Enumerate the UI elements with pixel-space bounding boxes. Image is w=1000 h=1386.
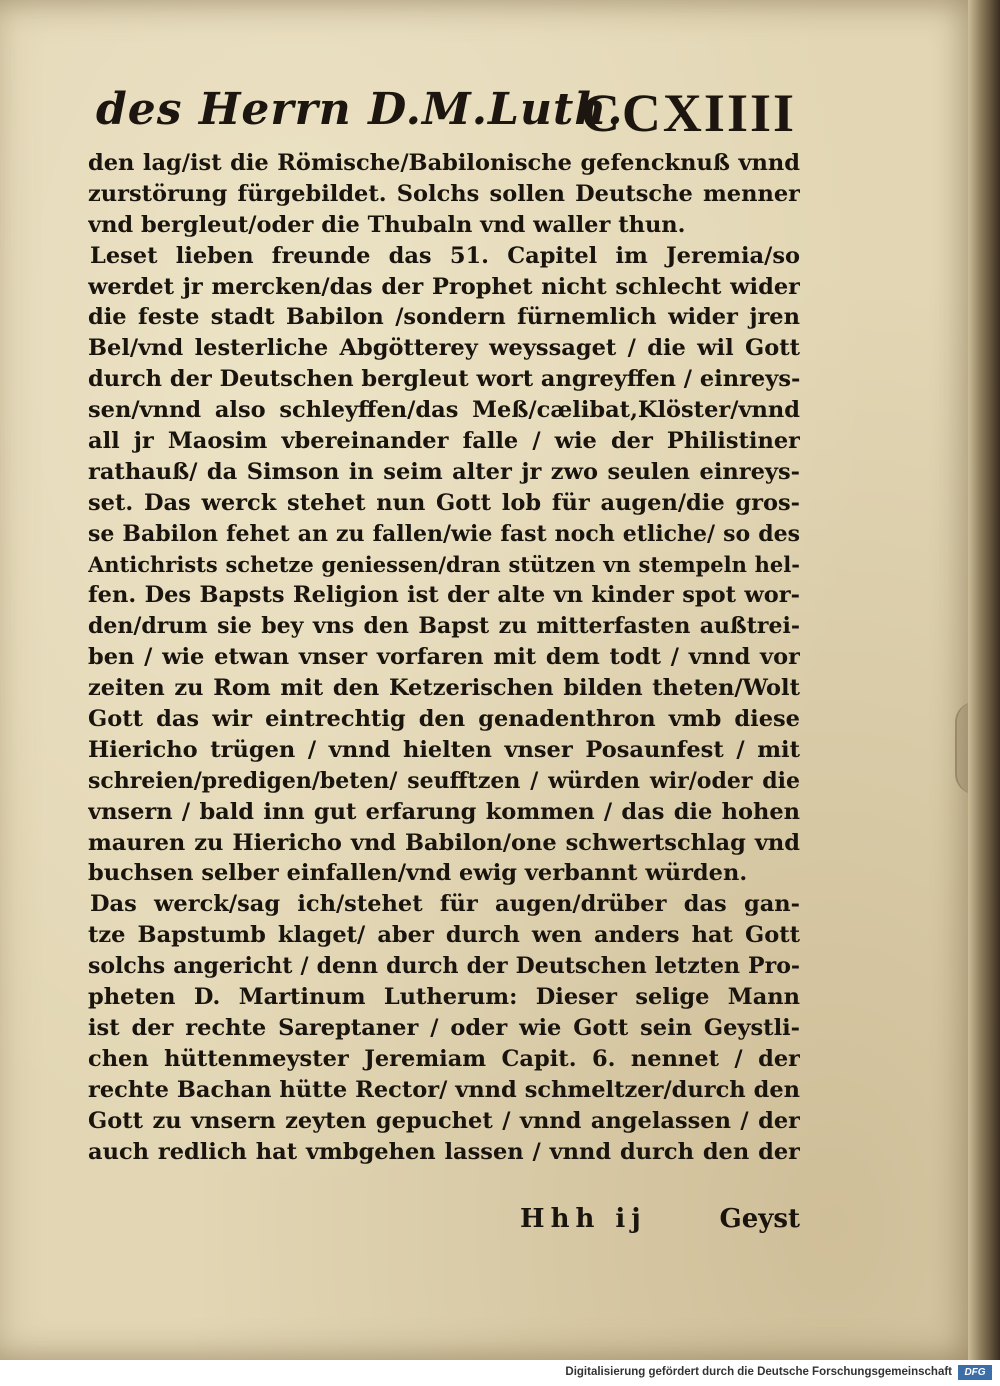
text-line: se Babilon fehet an zu fallen/wie fast noch etliche/ so des <box>88 520 800 547</box>
text-line: rechte Bachan hütte Rector/ vnnd schmeltzer/durch den <box>88 1076 800 1103</box>
text-line: all jr Maosim vbereinander falle / wie der Philistiner <box>88 428 800 455</box>
text-line: auch redlich hat vmbgehen lassen / vnnd durch den der <box>88 1138 800 1165</box>
text-line: solchs angericht / denn durch der Deutschen letzten Pro- <box>88 953 800 980</box>
text-line: ben / wie etwan vnser vorfaren mit dem todt / vnnd vor <box>88 644 800 671</box>
text-line: die feste stadt Babilon /sondern fürnemlich wider jren <box>88 304 800 331</box>
page-header <box>96 84 796 144</box>
text-line: Leset lieben freunde das 51. Capitel im Jeremia/so <box>90 242 800 269</box>
body-text <box>88 148 800 1167</box>
text-line: buchsen selber einfallen/vnd ewig verbannt würden. <box>88 860 748 887</box>
text-line: den lag/ist die Römische/Babilonische gefencknuß vnnd <box>88 150 800 176</box>
funding-note: Digitalisierung gefördert durch die Deutsche Forschungsgemeinschaft <box>565 1366 952 1378</box>
text-line: schreien/predigen/beten/ seufftzen / würden wir/oder die <box>88 767 800 794</box>
text-line: rathauß/ da Simson in seim alter jr zwo seulen einreys- <box>88 458 800 485</box>
text-line: fen. Des Bapsts Religion ist der alte vn kinder spot wor- <box>88 582 800 609</box>
text-line: zeiten zu Rom mit den Ketzerischen bilden theten/Wolt <box>88 675 800 702</box>
folio-number: CCXIIII <box>580 83 796 143</box>
text-line: zurstörung fürgebildet. Solchs sollen Deutsche menner <box>88 180 800 207</box>
funding-bar <box>0 1360 1000 1386</box>
text-line: mauren zu Hiericho vnd Babilon/one schwertschlag vnd <box>88 829 800 856</box>
page-footer <box>520 1204 800 1244</box>
page-edge <box>968 0 1000 1360</box>
text-line: tze Bapstumb klaget/ aber durch wen anders hat Gott <box>88 922 800 949</box>
text-line: Antichrists schetze geniessen/dran stützen vn stempeln hel- <box>88 551 800 577</box>
text-line: Das werck/sag ich/stehet für augen/drüber das gan- <box>90 891 800 918</box>
text-line: durch der Deutschen bergleut wort angreyffen / einreys- <box>88 366 800 393</box>
text-line: werdet jr mercken/das der Prophet nicht schlecht wider <box>88 273 800 300</box>
text-line: set. Das werck stehet nun Gott lob für augen/die gros- <box>88 489 800 516</box>
text-line: Bel/vnd lesterliche Abgötterey weyssaget / die wil Gott <box>88 335 800 362</box>
text-line: vnsern / bald inn gut erfarung kommen / das die hohen <box>88 798 800 825</box>
dfg-logo-icon: DFG <box>958 1365 992 1380</box>
text-line: Gott das wir eintrechtig den genadenthron vmb diese <box>88 706 800 733</box>
text-line: vnd bergleut/oder die Thubaln vnd waller thun. <box>88 211 686 238</box>
text-line: sen/vnnd also schleyffen/das Meß/cælibat,Klöster/vnnd <box>88 397 800 424</box>
text-line: ist der rechte Sareptaner / oder wie Gott sein Geystli- <box>88 1014 800 1041</box>
text-line: chen hüttenmeyster Jeremiam Capit. 6. nennet / der <box>88 1045 800 1072</box>
text-line: den/drum sie bey vns den Bapst zu mitterfasten außtrei- <box>88 613 800 640</box>
running-head: des Herrn D.M.Luth. <box>96 84 624 135</box>
signature-mark: Hhh ij <box>520 1204 647 1234</box>
catchword: Geyst <box>719 1204 800 1234</box>
text-line: Hiericho trügen / vnnd hielten vnser Posaunfest / mit <box>88 736 800 763</box>
text-line: Gott zu vnsern zeyten gepuchet / vnnd angelassen / der <box>88 1107 800 1134</box>
text-line: pheten D. Martinum Lutherum: Dieser selige Mann <box>88 984 800 1011</box>
